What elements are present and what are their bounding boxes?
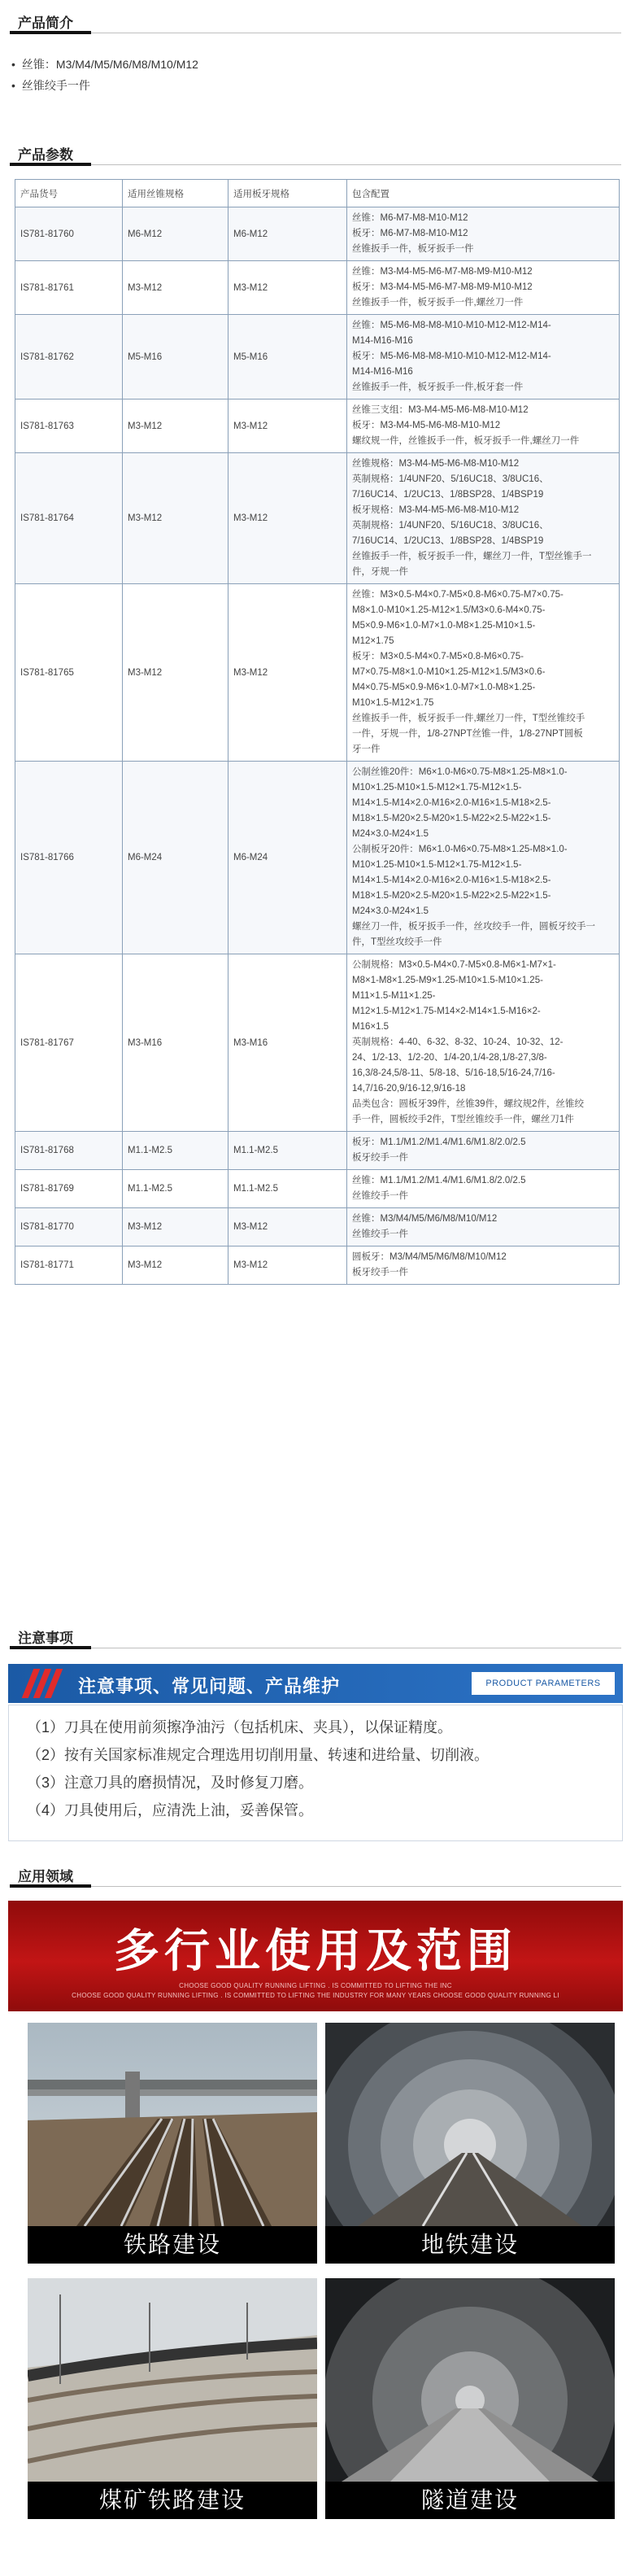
- application-banner: [8, 1901, 623, 2011]
- header-code: 产品货号: [15, 180, 123, 207]
- application-title: 应用领域: [18, 1869, 73, 1884]
- cell-die: M3-M12: [228, 1208, 347, 1247]
- notes-title: 注意事项: [18, 1631, 73, 1646]
- config-line: 丝锥：M3/M4/M5/M6/M8/M10/M12: [352, 1214, 498, 1224]
- cell-config: [347, 261, 620, 315]
- config-line: 板牙绞手一件: [352, 1268, 408, 1277]
- cell-config: [347, 584, 620, 762]
- spec-table: [15, 179, 620, 1285]
- cell-code: IS781-81762: [15, 315, 123, 399]
- note-item: （3）注意刀具的磨损情况，及时修复刀磨。: [27, 1775, 314, 1791]
- application-divider: [10, 1886, 621, 1887]
- cell-tap: M3-M16: [123, 954, 228, 1132]
- note-item: （2）按有关国家标准规定合理选用切削用量、转速和进给量、切削液。: [27, 1747, 490, 1763]
- config-line: 板牙规格：M3-M4-M5-M6-M8-M10-M12: [352, 505, 520, 515]
- config-line: 丝锥扳手一件，板牙扳手一件，螺丝刀一件，T型丝锥手一: [352, 552, 592, 561]
- note-item: （4）刀具使用后，应清洗上油，妥善保管。: [27, 1802, 314, 1818]
- config-line: 板牙：M6-M7-M8-M10-M12: [352, 229, 468, 238]
- config-line: M7×0.75-M8×1.0-M10×1.25-M12×1.5/M3×0.6-: [352, 667, 546, 677]
- config-line: 公制板牙20件：M6×1.0-M6×0.75-M8×1.25-M8×1.0-: [352, 845, 568, 854]
- cell-config: [347, 954, 620, 1132]
- cell-die: M1.1-M2.5: [228, 1132, 347, 1170]
- cell-config: [347, 315, 620, 399]
- params-divider: [10, 164, 621, 165]
- config-line: 丝锥：M3×0.5-M4×0.7-M5×0.8-M6×0.75-M7×0.75-: [352, 590, 564, 600]
- config-line: M18×1.5-M20×2.5-M20×1.5-M22×2.5-M22×1.5-: [352, 891, 551, 901]
- application-banner-title: 多行业使用及范围: [114, 1925, 517, 1976]
- config-line: 圆板牙：M3/M4/M5/M6/M8/M10/M12: [352, 1252, 507, 1262]
- tile-label: 隧道建设: [325, 2482, 615, 2519]
- cell-code: IS781-81770: [15, 1208, 123, 1247]
- config-line: 牙一件: [352, 744, 381, 754]
- header-config: 包含配置: [347, 180, 620, 207]
- config-line: 丝锥扳手一件，板牙扳手一件,板牙套一件: [352, 382, 524, 392]
- table-row: [15, 399, 620, 453]
- config-line: 16,3/8-24,5/8-11、5/8-18、5/16-18,5/16-24,7/16-: [352, 1068, 555, 1078]
- config-line: 手一件，圆板绞手2件，T型丝锥绞手一件，螺丝刀1件: [352, 1115, 574, 1124]
- config-line: 丝锥扳手一件，板牙扳手一件: [352, 244, 474, 254]
- config-line: M4×0.75-M5×0.9-M6×1.0-M7×1.0-M8×1.25-: [352, 683, 536, 692]
- cell-tap: M1.1-M2.5: [123, 1170, 228, 1208]
- config-line: 板牙：M3×0.5-M4×0.7-M5×0.8-M6×0.75-: [352, 652, 524, 661]
- config-line: 英制规格：1/4UNF20、5/16UC18、3/8UC16、: [352, 474, 549, 484]
- table-header-row: [15, 180, 620, 207]
- config-line: 丝锥绞手一件: [352, 1229, 408, 1239]
- cell-tap: M3-M12: [123, 399, 228, 453]
- cell-tap: M3-M12: [123, 1208, 228, 1247]
- config-line: M14-M16-M16: [352, 367, 413, 377]
- cell-code: IS781-81764: [15, 453, 123, 584]
- notes-banner-title: 注意事项、常见问题、产品维护: [78, 1676, 341, 1696]
- cell-code: IS781-81768: [15, 1132, 123, 1170]
- cell-config: [347, 1247, 620, 1285]
- application-banner-sub: CHOOSE GOOD QUALITY RUNNING LIFTING . IS COMMITTED TO LIFTING THE INC: [179, 1982, 452, 1989]
- notes-section: [0, 1615, 631, 1851]
- header-die: 适用板牙规格: [228, 180, 347, 207]
- config-line: 英制规格：4-40、6-32、8-32、10-24、10-32、12-: [352, 1037, 564, 1047]
- config-line: 品类包含：圆板牙39件，丝锥39件，螺纹规2件，丝锥绞: [352, 1099, 584, 1109]
- config-line: 丝锥扳手一件，板牙扳手一件,螺丝刀一件: [352, 298, 524, 308]
- table-row: [15, 954, 620, 1132]
- config-line: 丝锥绞手一件: [352, 1191, 408, 1201]
- tile-coal-railway: [28, 2278, 317, 2519]
- config-line: 板牙绞手一件: [352, 1153, 408, 1163]
- tile-label: 煤矿铁路建设: [28, 2482, 317, 2519]
- tile-tunnel: [325, 2278, 615, 2519]
- notes-accent-bar: [10, 1646, 91, 1649]
- cell-die: M3-M12: [228, 584, 347, 762]
- params-header: [0, 132, 631, 164]
- cell-die: M3-M12: [228, 399, 347, 453]
- spec-table-body: [15, 207, 620, 1285]
- notes-banner-tag: PRODUCT PARAMETERS: [472, 1672, 615, 1695]
- stripes-icon: [16, 1669, 67, 1698]
- config-line: 英制规格：1/4UNF20、5/16UC18、3/8UC16、: [352, 521, 549, 530]
- cell-die: M6-M12: [228, 207, 347, 261]
- cell-die: M6-M24: [228, 762, 347, 954]
- table-row: [15, 453, 620, 584]
- cell-code: IS781-81765: [15, 584, 123, 762]
- cell-config: [347, 399, 620, 453]
- cell-config: [347, 1170, 620, 1208]
- config-line: 板牙：M3-M4-M5-M6-M7-M8-M9-M10-M12: [352, 282, 533, 292]
- config-line: M16×1.5: [352, 1022, 389, 1032]
- intro-title: 产品简介: [18, 15, 73, 31]
- config-line: M24×3.0-M24×1.5: [352, 906, 429, 916]
- config-line: 板牙：M1.1/M1.2/M1.4/M1.6/M1.8/2.0/2.5: [352, 1137, 526, 1147]
- table-row: [15, 762, 620, 954]
- tile-label: 铁路建设: [28, 2226, 317, 2264]
- notes-banner: [8, 1664, 623, 1703]
- cell-code: IS781-81767: [15, 954, 123, 1132]
- table-row: [15, 207, 620, 261]
- tile-subway: [325, 2023, 615, 2264]
- config-line: 丝锥：M5-M6-M8-M8-M10-M10-M12-M12-M14-: [352, 321, 551, 330]
- tile-label: 地铁建设: [325, 2226, 615, 2264]
- config-line: 件，牙规一件: [352, 567, 408, 577]
- cell-tap: M3-M12: [123, 1247, 228, 1285]
- config-line: M12×1.5-M12×1.75-M14×2-M14×1.5-M16×2-: [352, 1006, 541, 1016]
- config-line: 丝锥三支组：M3-M4-M5-M6-M8-M10-M12: [352, 405, 529, 415]
- config-line: 24、1/2-13、1/2-20、1/4-20,1/4-28,1/8-27,3/8-: [352, 1053, 547, 1063]
- cell-config: [347, 1132, 620, 1170]
- cell-config: [347, 762, 620, 954]
- cell-die: M1.1-M2.5: [228, 1170, 347, 1208]
- config-line: 丝锥：M1.1/M1.2/M1.4/M1.6/M1.8/2.0/2.5: [352, 1176, 526, 1185]
- cell-config: [347, 207, 620, 261]
- config-line: M5×0.9-M6×1.0-M7×1.0-M8×1.25-M10×1.5-: [352, 621, 536, 631]
- config-line: M10×1.25-M10×1.5-M12×1.75-M12×1.5-: [352, 860, 522, 870]
- table-row: [15, 315, 620, 399]
- cell-config: [347, 1208, 620, 1247]
- config-line: 公制丝锥20件：M6×1.0-M6×0.75-M8×1.25-M8×1.0-: [352, 767, 568, 777]
- table-row: [15, 1247, 620, 1285]
- tile-railway: [28, 2023, 317, 2264]
- application-header: [0, 1853, 631, 1886]
- config-line: 公制规格：M3×0.5-M4×0.7-M5×0.8-M6×1-M7×1-: [352, 960, 556, 970]
- application-section: [0, 1853, 631, 2576]
- cell-tap: M3-M12: [123, 453, 228, 584]
- header-tap: 适用丝锥规格: [123, 180, 228, 207]
- config-line: M8×1-M8×1.25-M9×1.25-M10×1.5-M10×1.25-: [352, 976, 543, 985]
- cell-code: IS781-81760: [15, 207, 123, 261]
- config-line: 件，T型丝攻绞手一件: [352, 937, 442, 947]
- cell-tap: M3-M12: [123, 261, 228, 315]
- config-line: M8×1.0-M10×1.25-M12×1.5/M3×0.6-M4×0.75-: [352, 605, 546, 615]
- config-line: M14-M16-M16: [352, 336, 413, 346]
- cell-code: IS781-81763: [15, 399, 123, 453]
- config-line: 板牙：M3-M4-M5-M6-M8-M10-M12: [352, 421, 501, 430]
- cell-code: IS781-81766: [15, 762, 123, 954]
- table-row: [15, 261, 620, 315]
- cell-code: IS781-81771: [15, 1247, 123, 1285]
- config-line: M14×1.5-M14×2.0-M16×2.0-M16×1.5-M18×2.5-: [352, 875, 551, 885]
- intro-item: • 丝锥：M3/M4/M5/M6/M8/M10/M12: [11, 54, 631, 75]
- table-row: [15, 584, 620, 762]
- config-line: 板牙：M5-M6-M8-M8-M10-M10-M12-M12-M14-: [352, 351, 551, 361]
- table-row: [15, 1132, 620, 1170]
- cell-tap: M3-M12: [123, 584, 228, 762]
- config-line: M11×1.5-M11×1.25-: [352, 991, 436, 1001]
- config-line: 7/16UC14、1/2UC13、1/8BSP28、1/4BSP19: [352, 490, 544, 500]
- cell-tap: M1.1-M2.5: [123, 1132, 228, 1170]
- notes-header: [0, 1615, 631, 1648]
- config-line: 螺丝刀一件，板牙扳手一件，丝攻绞手一件，圆板牙绞手一: [352, 922, 595, 932]
- params-accent-bar: [10, 163, 91, 166]
- cell-tap: M6-M12: [123, 207, 228, 261]
- config-line: 丝锥：M6-M7-M8-M10-M12: [352, 213, 468, 223]
- cell-die: M3-M12: [228, 261, 347, 315]
- config-line: M14×1.5-M14×2.0-M16×2.0-M16×1.5-M18×2.5-: [352, 798, 551, 808]
- cell-tap: M6-M24: [123, 762, 228, 954]
- cell-die: M5-M16: [228, 315, 347, 399]
- note-item: （1）刀具在使用前须擦净油污（包括机床、夹具），以保证精度。: [27, 1719, 453, 1736]
- config-line: 丝锥扳手一件，板牙扳手一件,螺丝刀一件，T型丝锥绞手: [352, 714, 585, 723]
- cell-config: [347, 453, 620, 584]
- params-title: 产品参数: [18, 147, 73, 163]
- cell-tap: M5-M16: [123, 315, 228, 399]
- cell-die: M3-M12: [228, 453, 347, 584]
- table-row: [15, 1208, 620, 1247]
- config-line: M12×1.75: [352, 636, 394, 646]
- config-line: 丝锥规格：M3-M4-M5-M6-M8-M10-M12: [352, 459, 520, 469]
- config-line: 丝锥：M3-M4-M5-M6-M7-M8-M9-M10-M12: [352, 267, 533, 277]
- application-banner-sub: CHOOSE GOOD QUALITY RUNNING LIFTING . IS COMMITTED TO LIFTING THE INDUSTRY FOR MANY YEARS CHOOSE GOOD QUALITY RUNNING LI: [72, 1992, 559, 1999]
- config-line: M10×1.25-M10×1.5-M12×1.75-M12×1.5-: [352, 783, 522, 792]
- config-line: 7/16UC14、1/2UC13、1/8BSP28、1/4BSP19: [352, 536, 544, 546]
- cell-die: M3-M12: [228, 1247, 347, 1285]
- config-line: M24×3.0-M24×1.5: [352, 829, 429, 839]
- config-line: 螺纹规一件，丝锥扳手一件，板牙扳手一件,螺丝刀一件: [352, 436, 580, 446]
- config-line: M10×1.5-M12×1.75: [352, 698, 434, 708]
- config-line: 14,7/16-20,9/16-12,9/16-18: [352, 1084, 466, 1094]
- application-accent-bar: [10, 1884, 91, 1888]
- config-line: M18×1.5-M20×2.5-M20×1.5-M22×2.5-M22×1.5-: [352, 814, 551, 823]
- intro-item: • 丝锥绞手一件: [11, 75, 631, 96]
- config-line: 一件，牙规一件，1/8-27NPT丝锥一件，1/8-27NPT圆板: [352, 729, 583, 739]
- cell-code: IS781-81769: [15, 1170, 123, 1208]
- cell-code: IS781-81761: [15, 261, 123, 315]
- cell-die: M3-M16: [228, 954, 347, 1132]
- table-row: [15, 1170, 620, 1208]
- notes-box: [8, 1705, 623, 1841]
